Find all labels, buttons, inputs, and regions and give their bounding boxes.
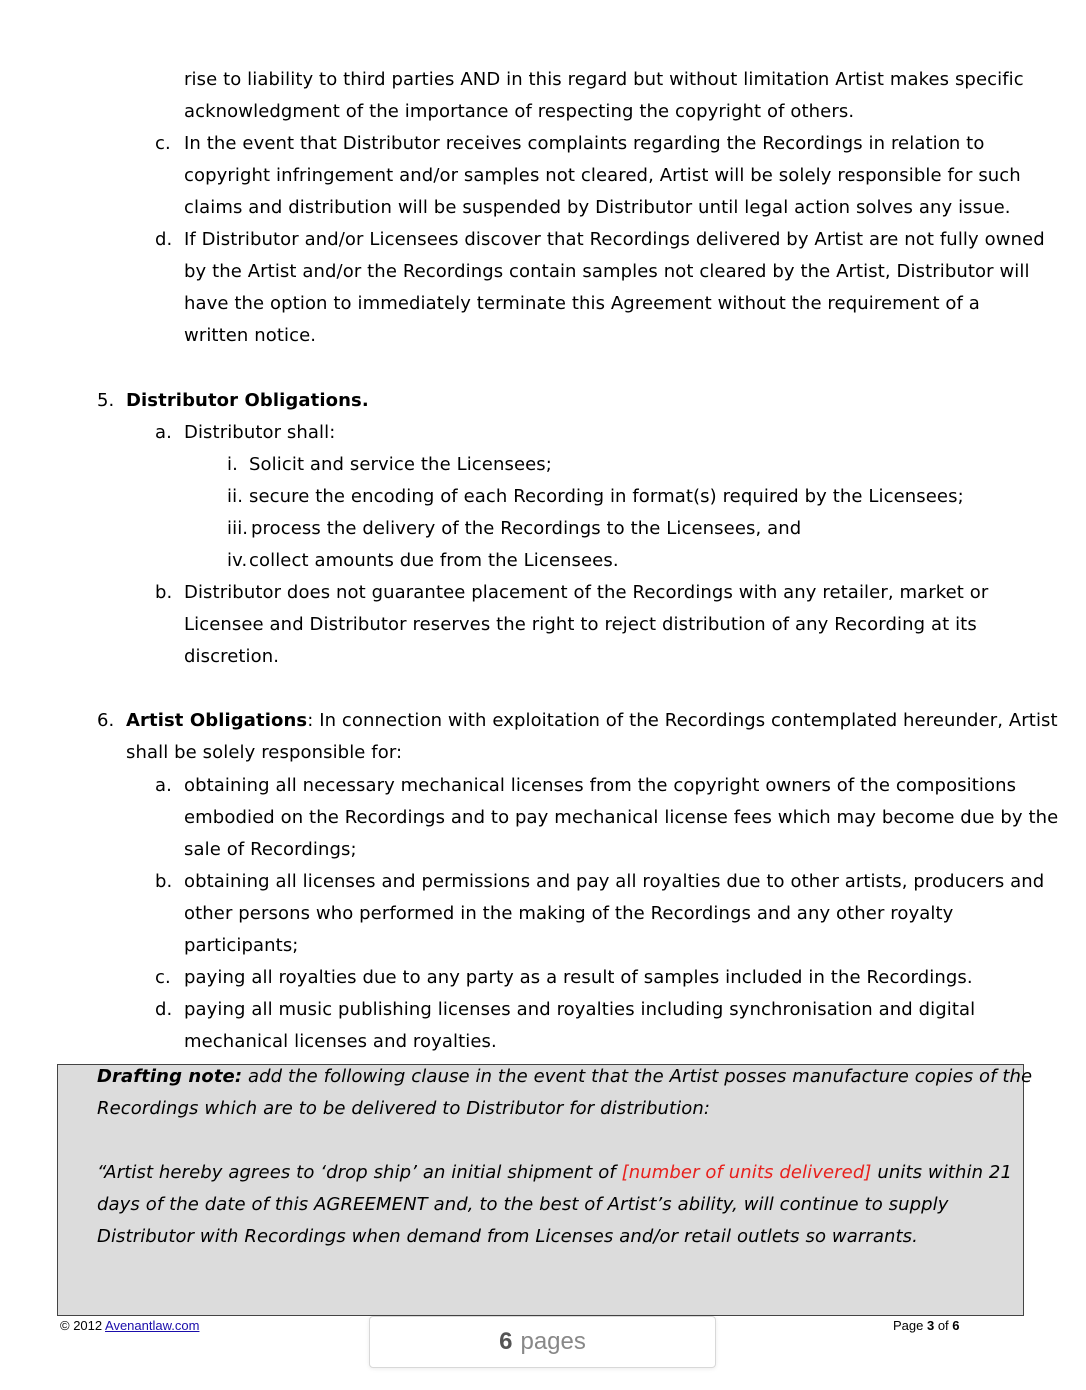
body-text-line: If Distributor and/or Licensees discover that Recordings delivered by Artist are not fully owned bbox=[184, 229, 1045, 250]
list-marker: b. bbox=[155, 871, 173, 892]
footer-page-number bbox=[893, 1318, 960, 1334]
page-word: Page bbox=[893, 1318, 927, 1333]
list-marker: c. bbox=[155, 133, 171, 154]
list-marker: b. bbox=[155, 582, 173, 603]
body-text-line: obtaining all licenses and permissions and pay all royalties due to other artists, producers and bbox=[184, 871, 1045, 892]
body-text-line: sale of Recordings; bbox=[184, 839, 357, 860]
drafting-clause-line: days of the date of this AGREEMENT and, to the best of Artist’s ability, will continue to supply bbox=[97, 1194, 949, 1215]
list-marker: a. bbox=[155, 775, 172, 796]
section-number: 6. bbox=[97, 710, 115, 731]
body-text-line: obtaining all necessary mechanical licenses from the copyright owners of the compositions bbox=[184, 775, 1017, 796]
list-marker: c. bbox=[155, 967, 171, 988]
placeholder-units: [number of units delivered] bbox=[621, 1162, 872, 1183]
footer-copyright bbox=[60, 1318, 199, 1334]
section-heading: Distributor Obligations. bbox=[126, 390, 369, 411]
body-text-line: discretion. bbox=[184, 646, 280, 667]
clause-text: “Artist hereby agrees to ‘drop ship’ an initial shipment of bbox=[97, 1162, 622, 1183]
drafting-clause-line bbox=[97, 1157, 1012, 1189]
list-marker: d. bbox=[155, 229, 173, 250]
drafting-note-line: Recordings which are to be delivered to Distributor for distribution: bbox=[97, 1098, 711, 1119]
body-text-line: Distributor does not guarantee placement of the Recordings with any retailer, market or bbox=[184, 582, 989, 603]
body-text-line: shall be solely responsible for: bbox=[126, 742, 403, 763]
page-of: of bbox=[934, 1318, 953, 1333]
body-text-line: mechanical licenses and royalties. bbox=[184, 1031, 497, 1052]
sub-list-item: process the delivery of the Recordings to the Licensees, and bbox=[251, 518, 802, 539]
body-text-line: paying all music publishing licenses and royalties including synchronisation and digital bbox=[184, 999, 976, 1020]
drafting-clause-line: Distributor with Recordings when demand from Licenses and/or retail outlets so warrants. bbox=[97, 1226, 918, 1247]
sub-list-item: collect amounts due from the Licensees. bbox=[249, 550, 619, 571]
drafting-note-text: add the following clause in the event that the Artist posses manufacture copies of the bbox=[242, 1066, 1033, 1087]
section-intro bbox=[126, 705, 1058, 737]
site-link[interactable]: Avenantlaw.com bbox=[105, 1318, 200, 1333]
body-text-line: by the Artist and/or the Recordings contain samples not cleared by the Artist, Distributor will bbox=[184, 261, 1030, 282]
drafting-note-line bbox=[97, 1061, 1032, 1093]
clause-text: units within 21 bbox=[871, 1162, 1013, 1183]
body-text-line: other persons who performed in the making of the Recordings and any other royalty bbox=[184, 903, 954, 924]
sub-list-marker: iv. bbox=[227, 550, 248, 571]
body-text-line: written notice. bbox=[184, 325, 317, 346]
drafting-note-label: Drafting note: bbox=[97, 1066, 243, 1087]
sub-list-marker: ii. bbox=[227, 486, 244, 507]
body-text-line: copyright infringement and/or samples not cleared, Artist will be solely responsible for such bbox=[184, 165, 1021, 186]
body-text-line: rise to liability to third parties AND in this regard but without limitation Artist makes specific bbox=[184, 69, 1024, 90]
body-text-line: have the option to immediately terminate this Agreement without the requirement of a bbox=[184, 293, 980, 314]
list-marker: d. bbox=[155, 999, 173, 1020]
body-text-line: participants; bbox=[184, 935, 299, 956]
page-current: 3 bbox=[926, 1318, 935, 1333]
sub-list-item: secure the encoding of each Recording in format(s) required by the Licensees; bbox=[249, 486, 964, 507]
section-number: 5. bbox=[97, 390, 115, 411]
body-text-line: Distributor shall: bbox=[184, 422, 336, 443]
page-total: 6 bbox=[952, 1318, 960, 1333]
page-count-label: pages bbox=[520, 1328, 586, 1355]
body-text-line: acknowledgment of the importance of respecting the copyright of others. bbox=[184, 101, 855, 122]
body-text-line: Licensee and Distributor reserves the right to reject distribution of any Recording at its bbox=[184, 614, 977, 635]
sub-list-marker: iii. bbox=[227, 518, 249, 539]
section-intro-text: : In connection with exploitation of the Recordings contemplated hereunder, Artist bbox=[307, 710, 1058, 731]
body-text-line: In the event that Distributor receives complaints regarding the Recordings in relation to bbox=[184, 133, 985, 154]
sub-list-marker: i. bbox=[227, 454, 238, 475]
sub-list-item: Solicit and service the Licensees; bbox=[249, 454, 552, 475]
body-text-line: embodied on the Recordings and to pay mechanical license fees which may become due by the bbox=[184, 807, 1059, 828]
section-heading: Artist Obligations bbox=[126, 710, 308, 731]
copyright-text: © 2012 bbox=[60, 1318, 106, 1333]
page-count-number: 6 bbox=[499, 1328, 513, 1355]
list-marker: a. bbox=[155, 422, 172, 443]
body-text-line: claims and distribution will be suspended by Distributor until legal action solves any issue. bbox=[184, 197, 1011, 218]
body-text-line: paying all royalties due to any party as a result of samples included in the Recordings. bbox=[184, 967, 973, 988]
page-count-indicator[interactable] bbox=[369, 1316, 716, 1368]
